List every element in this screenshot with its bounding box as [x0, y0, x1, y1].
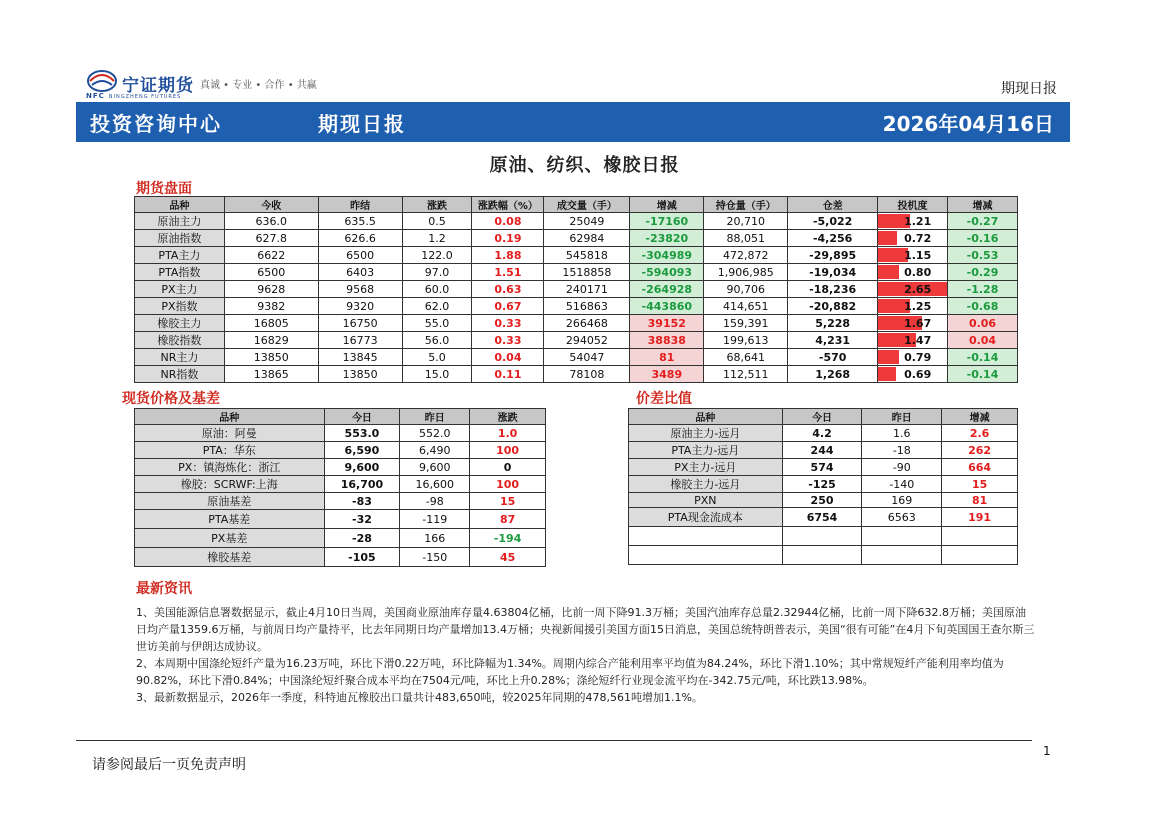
- table-cell: 266468: [544, 315, 630, 332]
- table-cell: 6403: [318, 264, 402, 281]
- row-label: PXN: [629, 493, 783, 508]
- table-cell: -125: [782, 476, 862, 493]
- news-item: 3、最新数据显示，2026年一季度，科特迪瓦橡胶出口量共计483,650吨，较2025年同期的478,561吨增加1.1%。: [136, 691, 703, 704]
- spec-value: 0.80: [904, 265, 932, 279]
- table-row: [135, 529, 546, 548]
- news-item: 2、本周期中国涤纶短纤产量为16.23万吨，环比下滑0.22万吨，环比降幅为1.34%。周期内综合产能利用率平均值为84.24%，环比下滑1.10%；其中常规短纤产能利用率均值为90.82%，环比下滑0.84%；中国涤纶短纤聚合成本平均在7504元/吨，环比上升0.28%；涤纶短纤行业现金流平均在-342.75元/吨，环比跌13.98%。: [136, 657, 1004, 687]
- table-cell: [782, 527, 862, 546]
- header-banner: [76, 102, 1070, 142]
- spec-bar-cell: [878, 332, 948, 349]
- table-cell: 15.0: [402, 366, 472, 383]
- row-label: 橡胶主力: [135, 315, 225, 332]
- column-header: 今日: [782, 409, 862, 425]
- table-cell: 16,600: [400, 476, 470, 493]
- table-cell: 0.08: [472, 213, 544, 230]
- table-cell: 1,268: [788, 366, 878, 383]
- table-cell: 262: [942, 442, 1018, 459]
- table-cell: 3489: [630, 366, 704, 383]
- table-cell: 1.88: [472, 247, 544, 264]
- row-label: 原油：阿曼: [135, 425, 325, 442]
- table-cell: -0.27: [948, 213, 1018, 230]
- table-cell: 635.5: [318, 213, 402, 230]
- table-cell: 16,700: [324, 476, 400, 493]
- banner-department: 投资咨询中心: [90, 111, 222, 136]
- table-cell: -570: [788, 349, 878, 366]
- table-cell: 4,231: [788, 332, 878, 349]
- table-row: [135, 459, 546, 476]
- table-row: [135, 281, 1018, 298]
- row-label: PX指数: [135, 298, 225, 315]
- table-cell: 1,906,985: [704, 264, 788, 281]
- row-label: NR主力: [135, 349, 225, 366]
- spec-bar-cell: [878, 230, 948, 247]
- table-row: [135, 425, 546, 442]
- row-label: NR指数: [135, 366, 225, 383]
- table-cell: 1518858: [544, 264, 630, 281]
- column-header: 涨跌: [402, 197, 472, 213]
- spec-bar-cell: [878, 366, 948, 383]
- table-cell: 627.8: [224, 230, 318, 247]
- table-row: [135, 349, 1018, 366]
- row-label: PTA主力: [135, 247, 225, 264]
- spec-value: 0.69: [904, 367, 932, 381]
- logo-en: [86, 92, 181, 100]
- table-cell: -0.16: [948, 230, 1018, 247]
- table-row: [135, 315, 1018, 332]
- table-cell: -119: [400, 510, 470, 529]
- table-cell: -150: [400, 548, 470, 567]
- futures-section-title: 期货盘面: [136, 181, 192, 197]
- table-cell: 112,511: [704, 366, 788, 383]
- table-cell: -5,022: [788, 213, 878, 230]
- table-cell: 15: [470, 493, 546, 510]
- table-cell: 81: [942, 493, 1018, 508]
- table-cell: -83: [324, 493, 400, 510]
- table-cell: -0.14: [948, 366, 1018, 383]
- table-cell: 88,051: [704, 230, 788, 247]
- table-cell: 574: [782, 459, 862, 476]
- table-cell: 9382: [224, 298, 318, 315]
- table-cell: 90,706: [704, 281, 788, 298]
- row-label: 原油指数: [135, 230, 225, 247]
- table-cell: -19,034: [788, 264, 878, 281]
- spec-bar-cell: [878, 213, 948, 230]
- banner-date: 2026年04月16日: [882, 111, 1054, 136]
- column-header: 增减: [630, 197, 704, 213]
- table-cell: 0.5: [402, 213, 472, 230]
- table-cell: 472,872: [704, 247, 788, 264]
- table-cell: 9320: [318, 298, 402, 315]
- table-cell: 552.0: [400, 425, 470, 442]
- table-cell: 0.67: [472, 298, 544, 315]
- table-row: [629, 527, 1018, 546]
- table-row: [629, 546, 1018, 565]
- column-header: 昨日: [862, 409, 942, 425]
- table-row: [629, 459, 1018, 476]
- column-header: 成交量（手）: [544, 197, 630, 213]
- table-cell: 0.19: [472, 230, 544, 247]
- table-cell: 97.0: [402, 264, 472, 281]
- table-row: [135, 442, 546, 459]
- table-cell: -28: [324, 529, 400, 548]
- table-cell: 6,590: [324, 442, 400, 459]
- table-cell: 20,710: [704, 213, 788, 230]
- footer-divider: [76, 740, 1032, 741]
- table-cell: 159,391: [704, 315, 788, 332]
- spec-value: 1.67: [904, 316, 932, 330]
- column-header: 品种: [135, 409, 325, 425]
- news-list: [136, 604, 1036, 706]
- table-cell: -264928: [630, 281, 704, 298]
- table-cell: 1.2: [402, 230, 472, 247]
- table-cell: 244: [782, 442, 862, 459]
- row-label: 橡胶主力-远月: [629, 476, 783, 493]
- logo-en-text: NINGZHENG FUTURES: [108, 94, 182, 100]
- row-label: 橡胶基差: [135, 548, 325, 567]
- futures-header-row: [135, 197, 1018, 213]
- table-cell: 55.0: [402, 315, 472, 332]
- table-cell: 169: [862, 493, 942, 508]
- row-label: PTA指数: [135, 264, 225, 281]
- table-cell: 56.0: [402, 332, 472, 349]
- table-row: [135, 332, 1018, 349]
- table-row: [135, 510, 546, 529]
- page-number: 1: [1043, 744, 1051, 758]
- table-cell: 166: [400, 529, 470, 548]
- row-label: 橡胶：SCRWF:上海: [135, 476, 325, 493]
- row-label: 橡胶指数: [135, 332, 225, 349]
- spec-bar-cell: [878, 315, 948, 332]
- table-cell: 25049: [544, 213, 630, 230]
- spec-bar-cell: [878, 264, 948, 281]
- spot-header-row: [135, 409, 546, 425]
- table-cell: 62.0: [402, 298, 472, 315]
- table-cell: 516863: [544, 298, 630, 315]
- table-cell: 60.0: [402, 281, 472, 298]
- table-cell: -0.53: [948, 247, 1018, 264]
- column-header: 昨结: [318, 197, 402, 213]
- table-cell: 0.33: [472, 315, 544, 332]
- table-cell: 6500: [224, 264, 318, 281]
- table-cell: -443860: [630, 298, 704, 315]
- table-cell: -1.28: [948, 281, 1018, 298]
- table-cell: 545818: [544, 247, 630, 264]
- column-header: 品种: [135, 197, 225, 213]
- futures-table: [134, 196, 1018, 383]
- table-cell: 0.06: [948, 315, 1018, 332]
- table-cell: 4.2: [782, 425, 862, 442]
- column-header: 增减: [942, 409, 1018, 425]
- table-cell: 553.0: [324, 425, 400, 442]
- table-cell: 0.63: [472, 281, 544, 298]
- table-cell: -90: [862, 459, 942, 476]
- table-cell: -17160: [630, 213, 704, 230]
- table-cell: 62984: [544, 230, 630, 247]
- table-row: [629, 476, 1018, 493]
- news-item: 1、美国能源信息署数据显示，截止4月10日当周，美国商业原油库存量4.63804亿桶，比前一周下降91.3万桶；美国汽油库存总量2.32944亿桶，比前一周下降632.8万桶；美国原油日均产量1359.6万桶，与前周日均产量持平，比去年同期日均产量增加13.4万桶；央视新闻援引美国方面15日消息，美国总统特朗普表示，美国“很有可能”在4月下旬英国国王查尔斯三世访美前与伊朗达成协议。: [136, 606, 1035, 653]
- column-header: 仓差: [788, 197, 878, 213]
- spec-value: 0.72: [904, 231, 932, 245]
- table-cell: 16805: [224, 315, 318, 332]
- spec-value: 1.25: [904, 299, 932, 313]
- table-cell: -98: [400, 493, 470, 510]
- spread-section-title: 价差比值: [636, 391, 692, 407]
- table-cell: 9568: [318, 281, 402, 298]
- spread-header-row: [629, 409, 1018, 425]
- banner-report-type: 期现日报: [318, 111, 406, 136]
- table-row: [629, 442, 1018, 459]
- disclaimer-note: 请参阅最后一页免责声明: [92, 757, 246, 773]
- spec-bar-cell: [878, 281, 948, 298]
- table-row: [135, 366, 1018, 383]
- table-cell: -32: [324, 510, 400, 529]
- table-cell: 6622: [224, 247, 318, 264]
- table-row: [629, 425, 1018, 442]
- table-cell: 16773: [318, 332, 402, 349]
- table-cell: [942, 546, 1018, 565]
- spot-table: [134, 408, 546, 567]
- table-cell: 0: [470, 459, 546, 476]
- spec-value: 1.21: [904, 214, 932, 228]
- table-cell: 122.0: [402, 247, 472, 264]
- table-row: [135, 298, 1018, 315]
- table-row: [135, 264, 1018, 281]
- column-header: 涨跌: [470, 409, 546, 425]
- table-cell: [862, 527, 942, 546]
- table-cell: 240171: [544, 281, 630, 298]
- column-header: 今收: [224, 197, 318, 213]
- table-cell: 294052: [544, 332, 630, 349]
- table-cell: -20,882: [788, 298, 878, 315]
- table-cell: -0.29: [948, 264, 1018, 281]
- table-cell: 9,600: [400, 459, 470, 476]
- column-header: 昨日: [400, 409, 470, 425]
- table-cell: 626.6: [318, 230, 402, 247]
- row-label: PTA现金流成本: [629, 508, 783, 527]
- table-row: [135, 493, 546, 510]
- table-row: [629, 508, 1018, 527]
- row-label: PX主力-远月: [629, 459, 783, 476]
- spec-value: 2.65: [904, 282, 932, 296]
- table-cell: 0.33: [472, 332, 544, 349]
- spec-bar-cell: [878, 349, 948, 366]
- table-cell: 0.04: [948, 332, 1018, 349]
- table-cell: [942, 527, 1018, 546]
- table-cell: 16750: [318, 315, 402, 332]
- table-cell: 9,600: [324, 459, 400, 476]
- table-cell: 636.0: [224, 213, 318, 230]
- table-cell: -594093: [630, 264, 704, 281]
- table-cell: 199,613: [704, 332, 788, 349]
- column-header: 增减: [948, 197, 1018, 213]
- table-row: [135, 247, 1018, 264]
- table-cell: 6754: [782, 508, 862, 527]
- table-cell: 39152: [630, 315, 704, 332]
- table-cell: 9628: [224, 281, 318, 298]
- news-section-title: 最新资讯: [136, 581, 192, 597]
- table-cell: 15: [942, 476, 1018, 493]
- spec-value: 1.47: [904, 333, 932, 347]
- row-label: 原油主力-远月: [629, 425, 783, 442]
- spread-table: [628, 408, 1018, 565]
- table-cell: [782, 546, 862, 565]
- table-cell: 54047: [544, 349, 630, 366]
- table-cell: 1.0: [470, 425, 546, 442]
- row-label: PX主力: [135, 281, 225, 298]
- table-row: [135, 230, 1018, 247]
- table-cell: -4,256: [788, 230, 878, 247]
- table-cell: 100: [470, 442, 546, 459]
- table-cell: 13850: [318, 366, 402, 383]
- table-row: [629, 493, 1018, 508]
- table-cell: 191: [942, 508, 1018, 527]
- table-row: [135, 548, 546, 567]
- table-cell: 6563: [862, 508, 942, 527]
- table-cell: 1.6: [862, 425, 942, 442]
- table-cell: -23820: [630, 230, 704, 247]
- spec-bar-cell: [878, 247, 948, 264]
- report-type-label: 期现日报: [1001, 81, 1057, 97]
- table-cell: 87: [470, 510, 546, 529]
- row-label: PTA主力-远月: [629, 442, 783, 459]
- table-cell: 81: [630, 349, 704, 366]
- table-cell: 100: [470, 476, 546, 493]
- table-cell: -18: [862, 442, 942, 459]
- row-label: PTA基差: [135, 510, 325, 529]
- table-cell: -0.68: [948, 298, 1018, 315]
- row-label: [629, 527, 783, 546]
- spec-bar-cell: [878, 298, 948, 315]
- table-cell: -140: [862, 476, 942, 493]
- column-header: 今日: [324, 409, 400, 425]
- table-cell: -194: [470, 529, 546, 548]
- table-cell: 6,490: [400, 442, 470, 459]
- table-cell: 5.0: [402, 349, 472, 366]
- table-cell: -18,236: [788, 281, 878, 298]
- table-cell: 0.04: [472, 349, 544, 366]
- table-cell: 45: [470, 548, 546, 567]
- table-cell: 13850: [224, 349, 318, 366]
- table-cell: -304989: [630, 247, 704, 264]
- table-cell: 1.51: [472, 264, 544, 281]
- table-cell: 16829: [224, 332, 318, 349]
- table-cell: 2.6: [942, 425, 1018, 442]
- column-header: 涨跌幅（%）: [472, 197, 544, 213]
- logo-abbr: NFC: [86, 92, 105, 100]
- table-cell: 13845: [318, 349, 402, 366]
- column-header: 投机度: [878, 197, 948, 213]
- column-header: 品种: [629, 409, 783, 425]
- table-cell: -29,895: [788, 247, 878, 264]
- row-label: PX：镇海炼化：浙江: [135, 459, 325, 476]
- column-header: 持仓量（手）: [704, 197, 788, 213]
- spec-value: 1.15: [904, 248, 932, 262]
- row-label: PTA：华东: [135, 442, 325, 459]
- row-label: PX基差: [135, 529, 325, 548]
- logo-name: 宁证期货: [122, 75, 194, 96]
- page-title: 原油、纺织、橡胶日报: [489, 155, 680, 176]
- table-cell: 68,641: [704, 349, 788, 366]
- table-cell: 664: [942, 459, 1018, 476]
- table-cell: -0.14: [948, 349, 1018, 366]
- table-cell: 0.11: [472, 366, 544, 383]
- table-cell: 414,651: [704, 298, 788, 315]
- row-label: 原油基差: [135, 493, 325, 510]
- table-row: [135, 476, 546, 493]
- spot-section-title: 现货价格及基差: [122, 391, 220, 407]
- logo-slogan: 真诚 • 专业 • 合作 • 共赢: [200, 79, 317, 91]
- spec-value: 0.79: [904, 350, 932, 364]
- table-cell: -105: [324, 548, 400, 567]
- table-cell: 13865: [224, 366, 318, 383]
- table-cell: 6500: [318, 247, 402, 264]
- table-row: [135, 213, 1018, 230]
- table-cell: 250: [782, 493, 862, 508]
- table-cell: 5,228: [788, 315, 878, 332]
- table-cell: 38838: [630, 332, 704, 349]
- row-label: [629, 546, 783, 565]
- table-cell: 78108: [544, 366, 630, 383]
- row-label: 原油主力: [135, 213, 225, 230]
- table-cell: [862, 546, 942, 565]
